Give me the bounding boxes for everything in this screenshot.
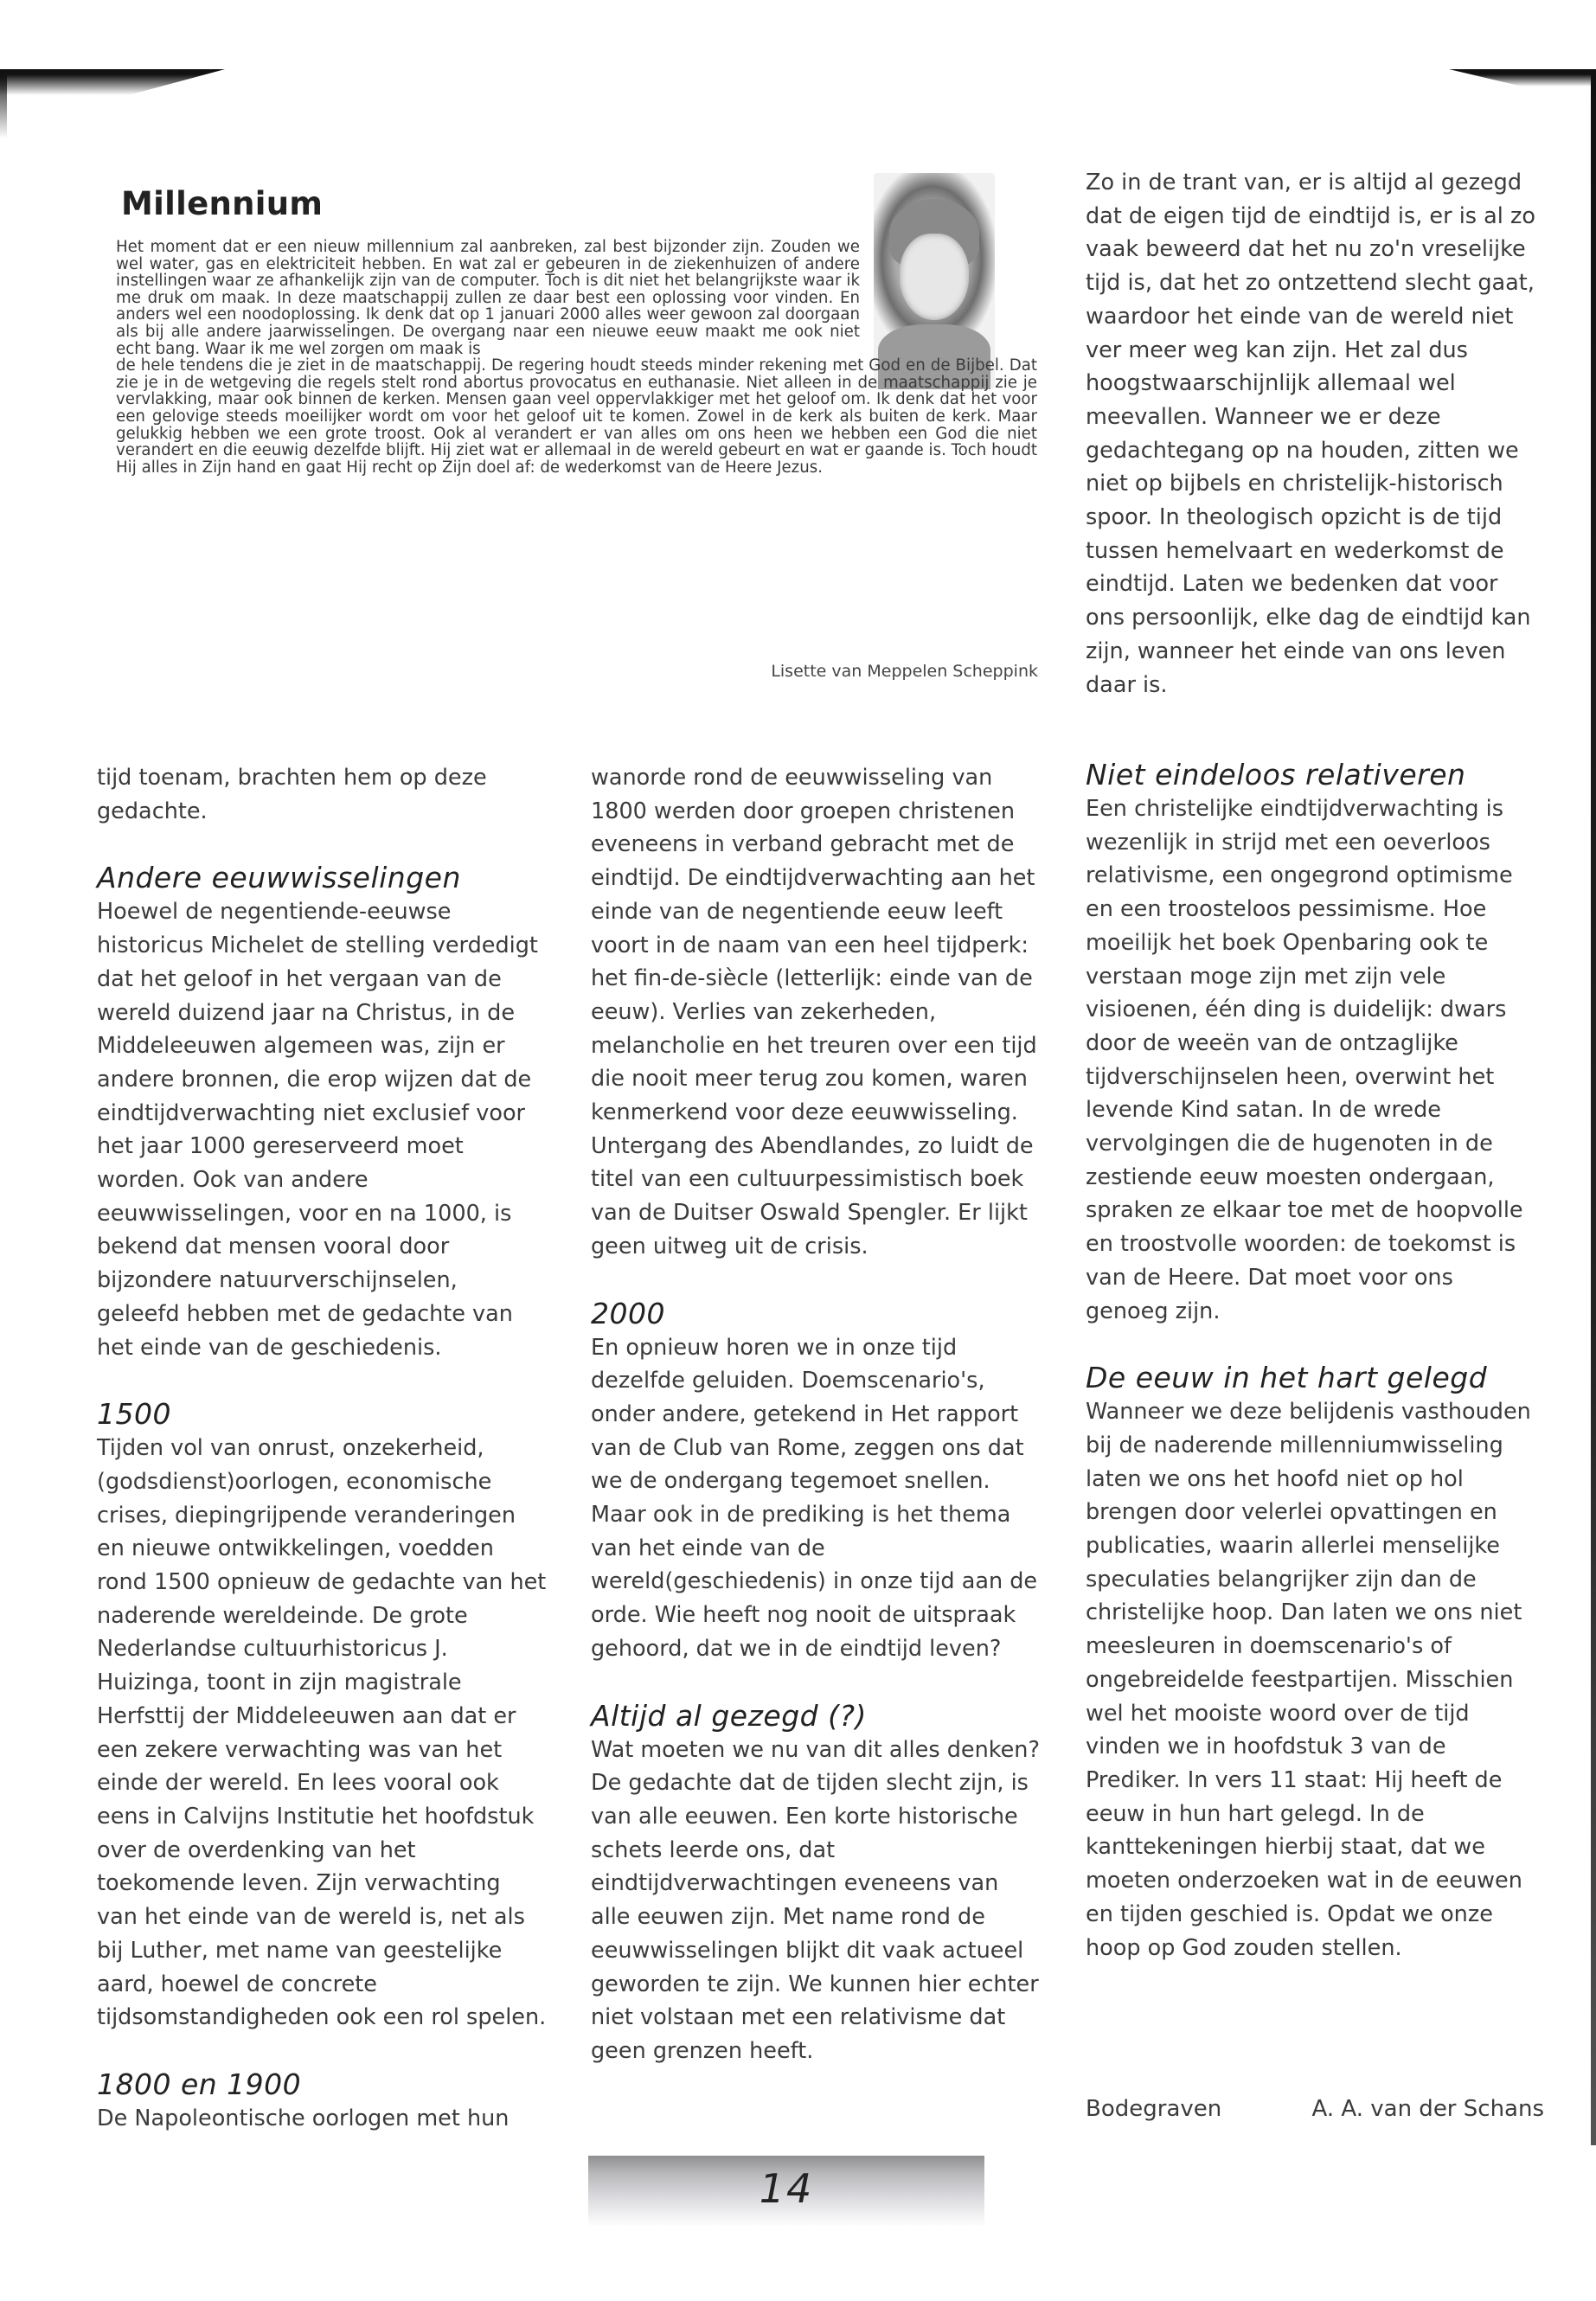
section-body: Wanneer we deze belijdenis vasthouden bij de naderende millenniumwisseling laten we ons het hoofd niet op hol brengen door velerlei opvattingen en publicaties, waarin allerlei menselijke speculaties belangrijker zijn dan de christelijke hoop. Dan laten we ons niet meesleuren in doemscenario's of ongebreidelde feestpartijen. Misschien wel het mooiste woord over de tijd vinden we in hoofdstuk 3 van de Prediker. In vers 11 staat: Hij heeft de eeuw in hun hart gelegd. In de kanttekeningen hierbij staat, dat we moeten onderzoeken wat in de eeuwen en tijden geschied is. Opdat we onze hoop op God zouden stellen. — [1086, 1399, 1531, 1961]
section-body: De Napoleontische oorlogen met hun — [97, 2105, 510, 2131]
intro-sidebar — [112, 173, 1038, 692]
scan-edge-left — [0, 69, 7, 138]
intro-signature: Lisette van Meppelen Scheppink — [771, 662, 1038, 681]
column-3-top — [1086, 166, 1535, 702]
scan-edge-top-right — [1449, 69, 1596, 104]
intro-title: Millennium — [121, 185, 324, 222]
scan-edge-right — [1591, 69, 1596, 2145]
author-place: Bodegraven — [1086, 2096, 1222, 2122]
section-body: En opnieuw horen we in onze tijd dezelfde geluiden. Doemscenario's, onder andere, getekend in Het rapport van de Club van Rome, zeggen ons dat we de ondergang tegemoet snellen. Maar ook in de prediking is het thema van het einde van de wereld(geschiedenis) in onze tijd aan de orde. Wie heeft nog nooit de uitspraak gehoord, dat we in de eindtijd leven? — [591, 1334, 1038, 1662]
author-signoff — [1086, 2096, 1544, 2122]
section-body: Wat moeten we nu van dit alles denken? De gedachte dat de tijden slecht zijn, is van alle eeuwen. Een korte historische schets leerde ons, dat eindtijdverwachtingen eveneens van alle eeuwen zijn. Met name rond de eeuwwisselingen blijkt dit vaak actueel geworden te zijn. We kunnen hier echter niet volstaan met een relativisme dat geen grenzen heeft. — [591, 1736, 1040, 2064]
heading-andere-eeuwwisselingen: Andere eeuwwisselingen — [97, 861, 461, 895]
column-1-continuation: tijd toenam, brachten hem op deze gedachte. — [97, 765, 487, 824]
heading-niet-eindeloos-relativeren: Niet eindeloos relativeren — [1086, 758, 1466, 792]
intro-body — [116, 238, 1037, 477]
heading-1800-en-1900: 1800 en 1900 — [97, 2067, 302, 2101]
column-1 — [97, 761, 547, 2136]
column-2 — [591, 761, 1041, 2068]
section-body: Hoewel de negentiende-eeuwse historicus Michelet de stelling verdedigt dat het geloof in het vergaan van de wereld duizend jaar na Christus, in de Middeleeuwen algemeen was, zijn er andere bronnen, die erop wijzen dat de eindtijdverwachting niet exclusief voor het jaar 1000 gereserveerd moet worden. Ook van andere eeuwwisselingen, voor en na 1000, is bekend dat mensen vooral door bijzondere natuurverschijnselen, geleefd hebben met de gedachte van het einde van de geschiedenis. — [97, 899, 538, 1361]
section-body: Een christelijke eindtijdverwachting is wezenlijk in strijd met een oeverloos relativisme, een ongegrond optimisme en een troosteloos pessimisme. Hoe moeilijk het boek Openbaring ook te verstaan moge zijn met zijn vele visioenen, één ding is duidelijk: dwars door de weeën van de ontzaglijke tijdverschijnselen heen, overwint het levende Kind satan. In de wrede vervolgingen die de hugenoten in de zestiende eeuw moesten ondergaan, spraken ze elkaar toe met de hoopvolle en troostvolle woorden: de toekomst is van de Heere. Dat moet voor ons genoeg zijn. — [1086, 796, 1523, 1324]
section-body: Tijden vol van onrust, onzekerheid, (godsdienst)oorlogen, economische crises, diepingrijpende veranderingen en nieuwe ontwikkelingen, voedden rond 1500 opnieuw de gedachte van het naderende wereldeinde. De grote Nederlandse cultuurhistoricus J. Huizinga, toont in zijn magistrale Herfsttij der Middeleeuwen aan dat er een zekere verwachting was van het einde der wereld. En lees vooral ook eens in Calvijns Institutie het hoofdstuk over de overdenking van het toekomende leven. Zijn verwachting van het einde van de wereld is, net als bij Luther, met name van geestelijke aard, hoewel de concrete tijdsomstandigheden ook een rol spelen. — [97, 1435, 547, 2031]
page-number-bar — [588, 2156, 984, 2227]
author-name: A. A. van der Schans — [1311, 2096, 1544, 2122]
heading-altijd-al-gezegd: Altijd al gezegd (?) — [591, 1698, 867, 1733]
heading-1500: 1500 — [97, 1397, 171, 1432]
heading-2000: 2000 — [591, 1296, 665, 1330]
page-number: 14 — [759, 2165, 814, 2212]
scan-edge-top-left — [0, 69, 225, 130]
column-3-continuation: Zo in de trant van, er is altijd al gezegd dat de eigen tijd de eindtijd is, er is al zo vaak beweerd dat het nu zo'n vreselijke tijd is, dat het zo ontzettend slecht gaat, waardoor het einde van de wereld niet ver meer weg kan zijn. Het zal dus hoogstwaarschijnlijk allemaal wel meevallen. Wanneer we er deze gedachtegang op na houden, zitten we niet op bijbels en christelijk-historisch spoor. In theologisch opzicht is de tijd tussen hemelvaart en wederkomst de eindtijd. Laten we bedenken dat voor ons persoonlijk, elke dag de eindtijd kan zijn, wanneer het einde van ons leven daar is. — [1086, 170, 1535, 698]
column-2-continuation: wanorde rond de eeuwwisseling van 1800 werden door groepen christenen eveneens in verband gebracht met de eindtijd. De eindtijdverwachting aan het einde van de negentiende eeuw leeft voort in de naam van een heel tijdperk: het fin-de-siècle (letterlijk: einde van de eeuw). Verlies van zekerheden, melancholie en het treuren over een tijd die nooit meer terug zou komen, waren kenmerkend voor deze eeuwwisseling. Untergang des Abendlandes, zo luidt de titel van een cultuurpessimistisch boek van de Duitser Oswald Spengler. Er lijkt geen uitweg uit de crisis. — [591, 765, 1037, 1259]
photo-face — [900, 234, 969, 320]
intro-body-wide: de hele tendens die je ziet in de maatschappij. De regering houdt steeds minder rekening met God en de Bijbel. Dat zie je in de wetgeving die regels stelt rond abortus provocatus en euthanasie. Niet alleen in de maatschappij zie je vervlakking, maar ook binnen de kerken. Mensen gaan veel oppervlakkiger met het geloof om. Ik denk dat het voor een gelovige steeds moeilijker wordt om voor het geloof uit te komen. Zowel in de kerk als buiten de kerk. Maar gelukkig hebben we een grote troost. Ook al verandert er van alles om ons heen we hebben een God die niet verandert en die eeuwig dezelfde blijft. Hij ziet wat er allemaal in de wereld gebeurt en wat er gaande is. Toch houdt Hij alles in Zijn hand en gaat Hij recht op Zijn doel af: de wederkomst van de Heere Jezus. — [116, 356, 1037, 477]
intro-body-narrow: Het moment dat er een nieuw millennium zal aanbreken, zal best bijzonder zijn. Zouden we wel water, gas en elektriciteit hebben. En wat zal er gebeuren in de ziekenhuizen of andere instellingen waar ze afhankelijk zijn van de computer. Toch is dit niet het belangrijkste waar ik me druk om maak. In deze maatschappij zullen ze daar best een oplossing voor vinden. En anders wel een noodoplossing. Ik denk dat op 1 januari 2000 alles weer gewoon zal doorgaan als bij alle andere jaarwisselingen. De overgang naar een nieuwe eeuw maakt me ook niet echt bang. Waar ik me wel zorgen om maak is — [116, 238, 860, 358]
heading-de-eeuw-in-het-hart-gelegd: De eeuw in het hart gelegd — [1086, 1361, 1488, 1395]
column-3 — [1086, 758, 1535, 1965]
